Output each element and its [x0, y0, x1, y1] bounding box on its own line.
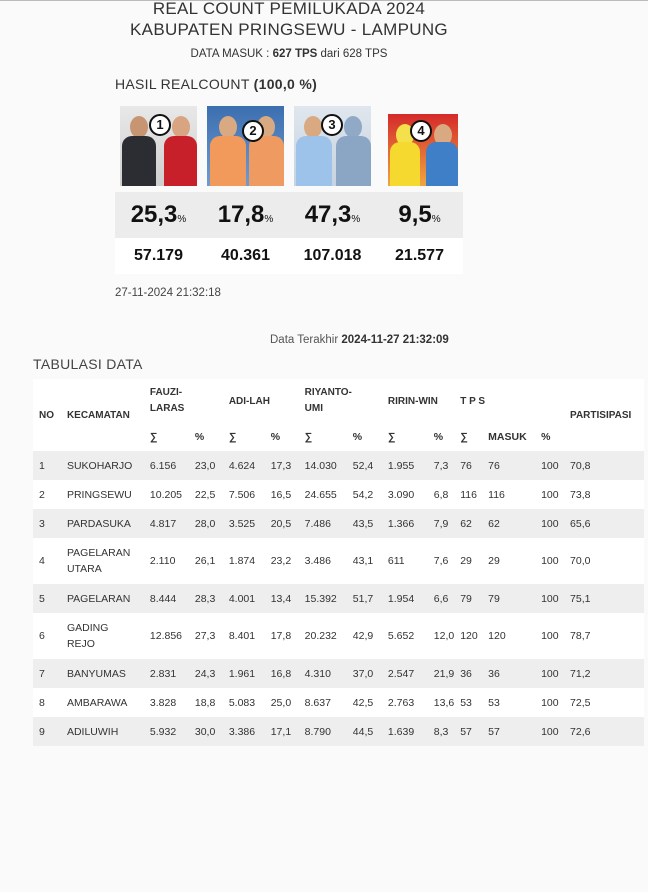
table-cell-c2p: 17,1 — [265, 717, 299, 746]
table-cell-kec: PRINGSEWU — [61, 480, 144, 509]
tabulasi-table — [33, 379, 644, 746]
table-cell-c3s: 15.392 — [299, 584, 347, 613]
table-cell-c2s: 1.961 — [223, 659, 265, 688]
table-cell-masuk: 36 — [482, 659, 535, 688]
table-cell-tps: 120 — [454, 613, 482, 659]
table-cell-c4p: 7,9 — [428, 509, 454, 538]
table-cell-part: 78,7 — [564, 613, 644, 659]
table-cell-c3s: 4.310 — [299, 659, 347, 688]
table-cell-tpsp: 100 — [535, 688, 564, 717]
table-cell-c1s: 2.110 — [144, 538, 189, 584]
table-cell-kec: BANYUMAS — [61, 659, 144, 688]
table-cell-c4s: 1.954 — [382, 584, 428, 613]
votes-row — [115, 238, 463, 274]
table-cell-kec: SUKOHARJO — [61, 451, 144, 480]
table-cell-c1p: 28,0 — [189, 509, 223, 538]
table-cell-c4p: 8,3 — [428, 717, 454, 746]
table-cell-no: 7 — [33, 659, 61, 688]
table-cell-kec: PARDASUKA — [61, 509, 144, 538]
data-masuk-line — [0, 48, 578, 60]
table-cell-tps: 36 — [454, 659, 482, 688]
table-cell-c4s: 2.763 — [382, 688, 428, 717]
table-cell-c4p: 7,3 — [428, 451, 454, 480]
header-tps: T P S — [454, 379, 564, 423]
table-cell-masuk: 76 — [482, 451, 535, 480]
table-cell-c3p: 52,4 — [347, 451, 382, 480]
table-cell-c2s: 4.001 — [223, 584, 265, 613]
data-masuk-suffix: dari 628 TPS — [320, 48, 388, 60]
table-cell-kec: ADILUWIH — [61, 717, 144, 746]
table-cell-c4s: 2.547 — [382, 659, 428, 688]
table-cell-c3p: 54,2 — [347, 480, 382, 509]
table-cell-part: 72,5 — [564, 688, 644, 717]
table-cell-tps: 53 — [454, 688, 482, 717]
header-candidate-4: RIRIN-WIN — [382, 379, 454, 423]
header-pct: % — [535, 423, 564, 451]
table-cell-c2p: 16,5 — [265, 480, 299, 509]
table-cell-c2p: 25,0 — [265, 688, 299, 717]
table-cell-c2p: 23,2 — [265, 538, 299, 584]
data-terakhir-label: Data Terakhir — [270, 334, 339, 346]
header-sigma: ∑ — [223, 423, 265, 451]
page-title: REAL COUNT PEMILUKADA 2024 — [152, 0, 426, 18]
table-row — [33, 717, 644, 746]
hasil-percent: (100,0 %) — [253, 76, 318, 92]
table-cell-tpsp: 100 — [535, 717, 564, 746]
table-cell-c1p: 24,3 — [189, 659, 223, 688]
header-sigma: ∑ — [299, 423, 347, 451]
table-cell-c2p: 16,8 — [265, 659, 299, 688]
table-cell-c4s: 5.652 — [382, 613, 428, 659]
table-cell-masuk: 29 — [482, 538, 535, 584]
table-cell-part: 75,1 — [564, 584, 644, 613]
tabulasi-heading: TABULASI DATA — [33, 356, 143, 372]
table-cell-c4p: 7,6 — [428, 538, 454, 584]
table-cell-no: 6 — [33, 613, 61, 659]
table-cell-tps: 76 — [454, 451, 482, 480]
table-cell-no: 9 — [33, 717, 61, 746]
table-cell-masuk: 116 — [482, 480, 535, 509]
table-cell-c3s: 8.790 — [299, 717, 347, 746]
candidate-votes-3: 107.018 — [303, 247, 362, 264]
table-cell-c4s: 1.366 — [382, 509, 428, 538]
table-cell-c3s: 8.637 — [299, 688, 347, 717]
data-terakhir — [270, 334, 449, 346]
table-cell-tps: 62 — [454, 509, 482, 538]
table-cell-c3p: 51,7 — [347, 584, 382, 613]
header-no: NO — [33, 379, 61, 451]
table-cell-c4s: 1.955 — [382, 451, 428, 480]
table-cell-c4p: 21,9 — [428, 659, 454, 688]
percent-row — [115, 192, 463, 238]
header-pct: % — [347, 423, 382, 451]
candidate-number-4: 4 — [410, 120, 432, 142]
table-cell-no: 4 — [33, 538, 61, 584]
header-masuk: MASUK — [482, 423, 535, 451]
data-masuk-label: DATA MASUK : — [190, 48, 270, 60]
table-cell-c1s: 8.444 — [144, 584, 189, 613]
hasil-label: HASIL REALCOUNT — [115, 76, 250, 92]
table-cell-kec: AMBARAWA — [61, 688, 144, 717]
table-row — [33, 688, 644, 717]
table-cell-c1p: 18,8 — [189, 688, 223, 717]
header-candidate-1: FAUZI-LARAS — [144, 379, 223, 423]
table-row — [33, 659, 644, 688]
table-cell-part: 65,6 — [564, 509, 644, 538]
table-cell-tps: 29 — [454, 538, 482, 584]
table-cell-tpsp: 100 — [535, 538, 564, 584]
table-cell-c2s: 1.874 — [223, 538, 265, 584]
table-cell-c2p: 13,4 — [265, 584, 299, 613]
table-cell-c1p: 27,3 — [189, 613, 223, 659]
table-cell-part: 71,2 — [564, 659, 644, 688]
table-cell-c2p: 20,5 — [265, 509, 299, 538]
candidate-percent-3: 47,3% — [304, 201, 361, 228]
candidate-percent-2: 17,8% — [217, 201, 274, 228]
table-row — [33, 584, 644, 613]
table-cell-tpsp: 100 — [535, 613, 564, 659]
table-cell-c4p: 12,0 — [428, 613, 454, 659]
table-cell-part: 72,6 — [564, 717, 644, 746]
table-cell-c3s: 24.655 — [299, 480, 347, 509]
table-cell-c2p: 17,8 — [265, 613, 299, 659]
table-cell-part: 70,8 — [564, 451, 644, 480]
table-cell-part: 70,0 — [564, 538, 644, 584]
table-cell-no: 5 — [33, 584, 61, 613]
candidate-photo-3 — [294, 106, 371, 186]
table-cell-masuk: 57 — [482, 717, 535, 746]
result-timestamp: 27-11-2024 21:32:18 — [115, 287, 221, 299]
table-cell-c3p: 42,9 — [347, 613, 382, 659]
table-cell-c2s: 3.525 — [223, 509, 265, 538]
table-row — [33, 509, 644, 538]
table-cell-c1s: 10.205 — [144, 480, 189, 509]
table-row — [33, 480, 644, 509]
table-cell-tpsp: 100 — [535, 584, 564, 613]
header-pct: % — [428, 423, 454, 451]
header-candidate-3: RIYANTO-UMI — [299, 379, 382, 423]
table-cell-c4s: 611 — [382, 538, 428, 584]
table-cell-kec: GADING REJO — [61, 613, 144, 659]
table-cell-c4p: 13,6 — [428, 688, 454, 717]
table-cell-tps: 57 — [454, 717, 482, 746]
candidate-photo-2 — [207, 106, 284, 186]
table-cell-c3p: 37,0 — [347, 659, 382, 688]
table-row — [33, 538, 644, 584]
table-cell-c2s: 5.083 — [223, 688, 265, 717]
table-cell-tpsp: 100 — [535, 659, 564, 688]
table-cell-c1s: 5.932 — [144, 717, 189, 746]
header-pct: % — [265, 423, 299, 451]
header-sigma: ∑ — [382, 423, 428, 451]
header-kecamatan: KECAMATAN — [61, 379, 144, 451]
table-cell-c2p: 17,3 — [265, 451, 299, 480]
hasil-realcount-heading — [115, 76, 317, 92]
table-cell-masuk: 62 — [482, 509, 535, 538]
table-cell-c3p: 43,5 — [347, 509, 382, 538]
table-cell-c4p: 6,6 — [428, 584, 454, 613]
candidate-number-1: 1 — [149, 114, 171, 136]
table-cell-c3s: 20.232 — [299, 613, 347, 659]
data-masuk-tps: 627 TPS — [272, 48, 318, 60]
table-cell-c3s: 3.486 — [299, 538, 347, 584]
table-cell-no: 8 — [33, 688, 61, 717]
table-cell-c4p: 6,8 — [428, 480, 454, 509]
candidate-number-2: 2 — [242, 120, 264, 142]
table-cell-c4s: 3.090 — [382, 480, 428, 509]
candidate-photo-1 — [120, 106, 197, 186]
table-cell-masuk: 53 — [482, 688, 535, 717]
table-cell-c1s: 6.156 — [144, 451, 189, 480]
table-cell-tpsp: 100 — [535, 451, 564, 480]
table-cell-c1s: 3.828 — [144, 688, 189, 717]
table-cell-c2s: 3.386 — [223, 717, 265, 746]
table-cell-c1s: 2.831 — [144, 659, 189, 688]
table-cell-c1p: 26,1 — [189, 538, 223, 584]
table-cell-kec: PAGELARAN — [61, 584, 144, 613]
table-cell-c3s: 14.030 — [299, 451, 347, 480]
table-cell-c1p: 22,5 — [189, 480, 223, 509]
candidate-votes-2: 40.361 — [221, 247, 270, 264]
table-cell-no: 3 — [33, 509, 61, 538]
table-cell-c1p: 30,0 — [189, 717, 223, 746]
page-subtitle: KABUPATEN PRINGSEWU - LAMPUNG — [130, 20, 448, 39]
candidate-number-3: 3 — [321, 114, 343, 136]
candidate-percent-4: 9,5% — [398, 201, 441, 228]
candidate-votes-1: 57.179 — [134, 247, 183, 264]
table-row — [33, 451, 644, 480]
table-row — [33, 613, 644, 659]
table-cell-c4s: 1.639 — [382, 717, 428, 746]
table-cell-tpsp: 100 — [535, 480, 564, 509]
table-cell-c3p: 43,1 — [347, 538, 382, 584]
table-cell-no: 1 — [33, 451, 61, 480]
table-cell-c2s: 4.624 — [223, 451, 265, 480]
table-cell-c3s: 7.486 — [299, 509, 347, 538]
data-terakhir-value: 2024-11-27 21:32:09 — [341, 334, 449, 346]
table-cell-masuk: 120 — [482, 613, 535, 659]
table-cell-c1p: 23,0 — [189, 451, 223, 480]
table-cell-c2s: 8.401 — [223, 613, 265, 659]
candidate-votes-4: 21.577 — [395, 247, 444, 264]
table-cell-tps: 79 — [454, 584, 482, 613]
header-sigma: ∑ — [454, 423, 482, 451]
candidate-photo-4 — [388, 114, 458, 186]
table-cell-no: 2 — [33, 480, 61, 509]
candidate-results — [115, 104, 463, 274]
table-cell-c1s: 4.817 — [144, 509, 189, 538]
table-cell-c1p: 28,3 — [189, 584, 223, 613]
table-cell-part: 73,8 — [564, 480, 644, 509]
header-candidate-2: ADI-LAH — [223, 379, 299, 423]
table-cell-kec: PAGELARAN UTARA — [61, 538, 144, 584]
table-cell-c2s: 7.506 — [223, 480, 265, 509]
candidate-percent-1: 25,3% — [130, 201, 187, 228]
table-cell-tpsp: 100 — [535, 509, 564, 538]
header-sigma: ∑ — [144, 423, 189, 451]
header-partisipasi: PARTISIPASI — [564, 379, 644, 451]
table-cell-c3p: 44,5 — [347, 717, 382, 746]
table-cell-c3p: 42,5 — [347, 688, 382, 717]
table-cell-masuk: 79 — [482, 584, 535, 613]
table-cell-tps: 116 — [454, 480, 482, 509]
table-cell-c1s: 12.856 — [144, 613, 189, 659]
header-pct: % — [189, 423, 223, 451]
